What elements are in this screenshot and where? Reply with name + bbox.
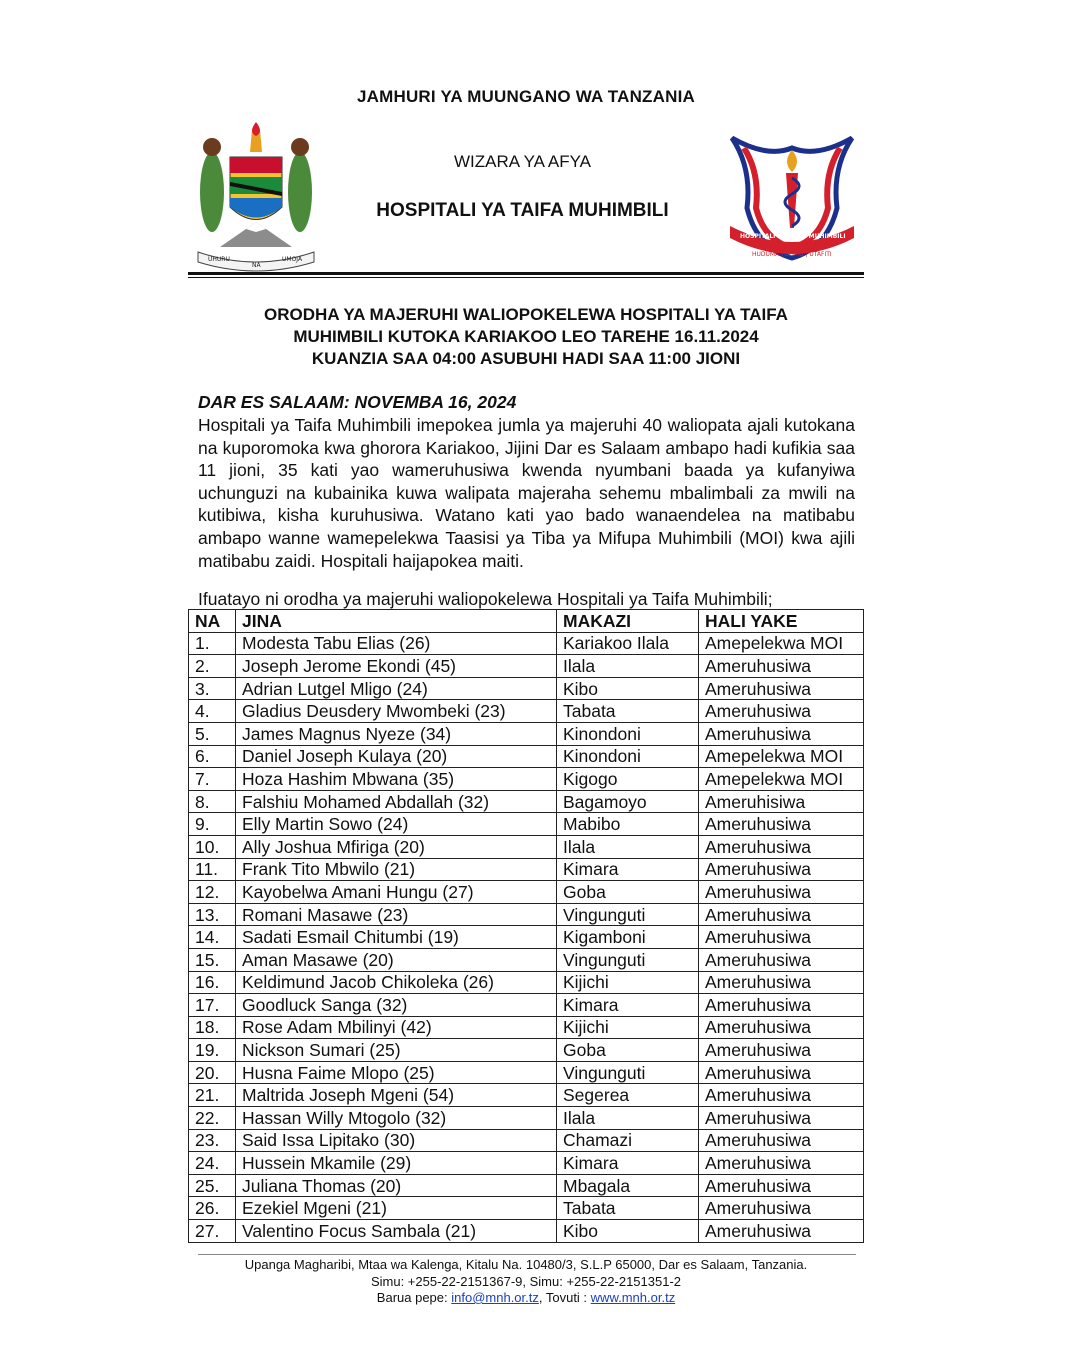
status: Ameruhusiwa xyxy=(699,1220,864,1243)
row-number: 17. xyxy=(189,994,236,1017)
status: Amepelekwa MOI xyxy=(699,632,864,655)
table-header-row xyxy=(189,610,864,633)
patient-name: Kayobelwa Amani Hungu (27) xyxy=(236,881,557,904)
table-row xyxy=(189,1084,864,1107)
row-number: 15. xyxy=(189,948,236,971)
residence: Kinondoni xyxy=(557,745,699,768)
table-row xyxy=(189,1107,864,1130)
website-link[interactable]: www.mnh.or.tz xyxy=(590,1290,676,1305)
residence: Vingunguti xyxy=(557,1061,699,1084)
row-number: 27. xyxy=(189,1220,236,1243)
row-number: 18. xyxy=(189,1016,236,1039)
table-row xyxy=(189,971,864,994)
patient-name: Modesta Tabu Elias (26) xyxy=(236,632,557,655)
table-row xyxy=(189,1197,864,1220)
table-row xyxy=(189,858,864,881)
row-number: 6. xyxy=(189,745,236,768)
status: Ameruhusiwa xyxy=(699,813,864,836)
patient-name: Falshiu Mohamed Abdallah (32) xyxy=(236,790,557,813)
patient-name: James Magnus Nyeze (34) xyxy=(236,722,557,745)
status: Ameruhusiwa xyxy=(699,1174,864,1197)
residence: Mbagala xyxy=(557,1174,699,1197)
residence: Kariakoo Ilala xyxy=(557,632,699,655)
table-row xyxy=(189,1152,864,1175)
status: Ameruhusiwa xyxy=(699,835,864,858)
table-row xyxy=(189,655,864,678)
table-row xyxy=(189,745,864,768)
residence: Tabata xyxy=(557,700,699,723)
header-jina: JINA xyxy=(236,610,557,633)
status: Ameruhusiwa xyxy=(699,1039,864,1062)
logo-motto: HUDUMA | ELIMU | UTAFITI xyxy=(752,251,832,258)
table-row xyxy=(189,926,864,949)
row-number: 11. xyxy=(189,858,236,881)
email-link[interactable]: info@mnh.or.tz xyxy=(451,1290,539,1305)
patient-name: Goodluck Sanga (32) xyxy=(236,994,557,1017)
patient-name: Sadati Esmail Chitumbi (19) xyxy=(236,926,557,949)
table-row xyxy=(189,722,864,745)
status: Ameruhusiwa xyxy=(699,655,864,678)
coat-of-arms-logo xyxy=(190,122,322,274)
status: Ameruhusiwa xyxy=(699,677,864,700)
patient-name: Joseph Jerome Ekondi (45) xyxy=(236,655,557,678)
patient-name: Ally Joshua Mfiriga (20) xyxy=(236,835,557,858)
status: Ameruhusiwa xyxy=(699,1129,864,1152)
table-row xyxy=(189,994,864,1017)
row-number: 3. xyxy=(189,677,236,700)
status: Amepelekwa MOI xyxy=(699,745,864,768)
status: Ameruhusiwa xyxy=(699,722,864,745)
republic-title: JAMHURI YA MUUNGANO WA TANZANIA xyxy=(356,87,695,106)
footer-phones: Simu: +255-22-2151367-9, Simu: +255-22-2151351-2 xyxy=(370,1273,682,1289)
patient-name: Hussein Mkamile (29) xyxy=(236,1152,557,1175)
patient-name: Adrian Lutgel Mligo (24) xyxy=(236,677,557,700)
table-row xyxy=(189,1129,864,1152)
hospital-title: HOSPITALI YA TAIFA MUHIMBILI xyxy=(376,200,669,221)
header-makazi: MAKAZI xyxy=(557,610,699,633)
residence: Kimara xyxy=(557,1152,699,1175)
residence: Kijichi xyxy=(557,1016,699,1039)
residence: Kigamboni xyxy=(557,926,699,949)
table-row xyxy=(189,948,864,971)
motto-uhuru: UHURU xyxy=(208,256,230,263)
header-rule-thin xyxy=(188,277,864,278)
patient-name: Romani Masawe (23) xyxy=(236,903,557,926)
status: Ameruhusiwa xyxy=(699,994,864,1017)
status: Ameruhusiwa xyxy=(699,1061,864,1084)
status: Ameruhusiwa xyxy=(699,700,864,723)
residence: Ilala xyxy=(557,1107,699,1130)
residence: Kimara xyxy=(557,858,699,881)
header-na: NA xyxy=(189,610,236,633)
heading-line-3: KUANZIA SAA 04:00 ASUBUHI HADI SAA 11:00 JIONI xyxy=(311,349,741,368)
status: Ameruhusiwa xyxy=(699,926,864,949)
footer-contacts xyxy=(198,1290,854,1307)
row-number: 7. xyxy=(189,768,236,791)
residence: Kijichi xyxy=(557,971,699,994)
heading-line-2: MUHIMBILI KUTOKA KARIAKOO LEO TAREHE 16.11.2024 xyxy=(293,327,759,346)
row-number: 24. xyxy=(189,1152,236,1175)
table-row xyxy=(189,835,864,858)
dateline: DAR ES SALAAM: NOVEMBA 16, 2024 xyxy=(198,392,517,412)
list-intro: Ifuatayo ni orodha ya majeruhi waliopokelewa Hospitali ya Taifa Muhimbili; xyxy=(198,589,773,609)
residence: Ilala xyxy=(557,835,699,858)
patient-name: Husna Faime Mlopo (25) xyxy=(236,1061,557,1084)
motto-na: NA xyxy=(252,262,261,269)
patient-name: Keldimund Jacob Chikoleka (26) xyxy=(236,971,557,994)
document-heading xyxy=(188,304,864,370)
status: Ameruhusiwa xyxy=(699,971,864,994)
row-number: 2. xyxy=(189,655,236,678)
status: Ameruhusiwa xyxy=(699,858,864,881)
residence: Chamazi xyxy=(557,1129,699,1152)
table-row xyxy=(189,881,864,904)
patient-name: Gladius Deusdery Mwombeki (23) xyxy=(236,700,557,723)
status: Ameruhusiwa xyxy=(699,1152,864,1175)
row-number: 12. xyxy=(189,881,236,904)
residence: Kigogo xyxy=(557,768,699,791)
ministry-title: WIZARA YA AFYA xyxy=(454,152,591,171)
residence: Tabata xyxy=(557,1197,699,1220)
table-row xyxy=(189,700,864,723)
table-row xyxy=(189,790,864,813)
casualty-table xyxy=(188,609,864,1243)
row-number: 1. xyxy=(189,632,236,655)
web-label: , Tovuti : xyxy=(538,1290,591,1305)
table-row xyxy=(189,1039,864,1062)
residence: Goba xyxy=(557,1039,699,1062)
row-number: 10. xyxy=(189,835,236,858)
residence: Vingunguti xyxy=(557,903,699,926)
residence: Mabibo xyxy=(557,813,699,836)
heading-line-1: ORODHA YA MAJERUHI WALIOPOKELEWA HOSPITALI YA TAIFA xyxy=(264,305,788,324)
row-number: 26. xyxy=(189,1197,236,1220)
logo-ring-text: HOSPITALI YA TAIFA MUHIMBILI xyxy=(740,233,846,240)
patient-name: Said Issa Lipitako (30) xyxy=(236,1129,557,1152)
patient-name: Ezekiel Mgeni (21) xyxy=(236,1197,557,1220)
table-row xyxy=(189,632,864,655)
patient-name: Juliana Thomas (20) xyxy=(236,1174,557,1197)
table-row xyxy=(189,1016,864,1039)
motto-umoja: UMOJA xyxy=(282,256,303,263)
residence: Kibo xyxy=(557,677,699,700)
patient-name: Rose Adam Mbilinyi (42) xyxy=(236,1016,557,1039)
patient-name: Nickson Sumari (25) xyxy=(236,1039,557,1062)
status: Ameruhusiwa xyxy=(699,881,864,904)
patient-name: Frank Tito Mbwilo (21) xyxy=(236,858,557,881)
status: Ameruhusiwa xyxy=(699,1016,864,1039)
footer-address: Upanga Magharibi, Mtaa wa Kalenga, Kitalu Na. 10480/3, S.L.P 65000, Dar es Salaam, Tanzania. xyxy=(244,1257,808,1272)
row-number: 4. xyxy=(189,700,236,723)
patient-name: Aman Masawe (20) xyxy=(236,948,557,971)
row-number: 9. xyxy=(189,813,236,836)
residence: Segerea xyxy=(557,1084,699,1107)
footer-rule xyxy=(198,1254,856,1255)
table-row xyxy=(189,1174,864,1197)
table-row xyxy=(189,1220,864,1243)
mnh-logo xyxy=(722,128,862,268)
patient-name: Maltrida Joseph Mgeni (54) xyxy=(236,1084,557,1107)
residence: Kinondoni xyxy=(557,722,699,745)
status: Ameruhusiwa xyxy=(699,1197,864,1220)
residence: Kimara xyxy=(557,994,699,1017)
row-number: 8. xyxy=(189,790,236,813)
patient-name: Hassan Willy Mtogolo (32) xyxy=(236,1107,557,1130)
row-number: 22. xyxy=(189,1107,236,1130)
row-number: 19. xyxy=(189,1039,236,1062)
header-hali-yake: HALI YAKE xyxy=(699,610,864,633)
status: Ameruhusiwa xyxy=(699,903,864,926)
email-label: Barua pepe: xyxy=(376,1290,452,1305)
residence: Kibo xyxy=(557,1220,699,1243)
row-number: 14. xyxy=(189,926,236,949)
row-number: 25. xyxy=(189,1174,236,1197)
patient-name: Hoza Hashim Mbwana (35) xyxy=(236,768,557,791)
row-number: 21. xyxy=(189,1084,236,1107)
residence: Vingunguti xyxy=(557,948,699,971)
header-rule xyxy=(188,272,864,275)
status: Ameruhusiwa xyxy=(699,1107,864,1130)
table-row xyxy=(189,768,864,791)
table-row xyxy=(189,813,864,836)
patient-name: Valentino Focus Sambala (21) xyxy=(236,1220,557,1243)
footer xyxy=(198,1257,854,1307)
residence: Bagamoyo xyxy=(557,790,699,813)
table-row xyxy=(189,677,864,700)
row-number: 13. xyxy=(189,903,236,926)
row-number: 23. xyxy=(189,1129,236,1152)
patient-name: Elly Martin Sowo (24) xyxy=(236,813,557,836)
table-row xyxy=(189,903,864,926)
status: Amepelekwa MOI xyxy=(699,768,864,791)
body-paragraph: Hospitali ya Taifa Muhimbili imepokea jumla ya majeruhi 40 waliopata ajali kutokana na kuporomoka kwa ghorora Kariakoo, Jijini Dar es Salaam ambapo hadi kufikia saa 11 jioni, 35 kati yao wameruhusiwa kwenda nyumbani baada ya kufanyiwa uchunguzi na kubainika kuwa walipata majeraha sehemu mbalimbali za mwili na kutibiwa, kisha kuruhusiwa. Watano kati yao bado wanaendelea na matibabu ambapo wanne wamepelekwa Taasisi ya Tiba ya Mifupa Muhimbili (MOI) kwa ajili matibabu zaidi. Hospitali haijapokea maiti. xyxy=(198,415,855,571)
status: Ameruhusiwa xyxy=(699,1084,864,1107)
status: Ameruhisiwa xyxy=(699,790,864,813)
residence: Goba xyxy=(557,881,699,904)
row-number: 20. xyxy=(189,1061,236,1084)
row-number: 5. xyxy=(189,722,236,745)
residence: Ilala xyxy=(557,655,699,678)
status: Ameruhusiwa xyxy=(699,948,864,971)
patient-name: Daniel Joseph Kulaya (20) xyxy=(236,745,557,768)
row-number: 16. xyxy=(189,971,236,994)
table-row xyxy=(189,1061,864,1084)
